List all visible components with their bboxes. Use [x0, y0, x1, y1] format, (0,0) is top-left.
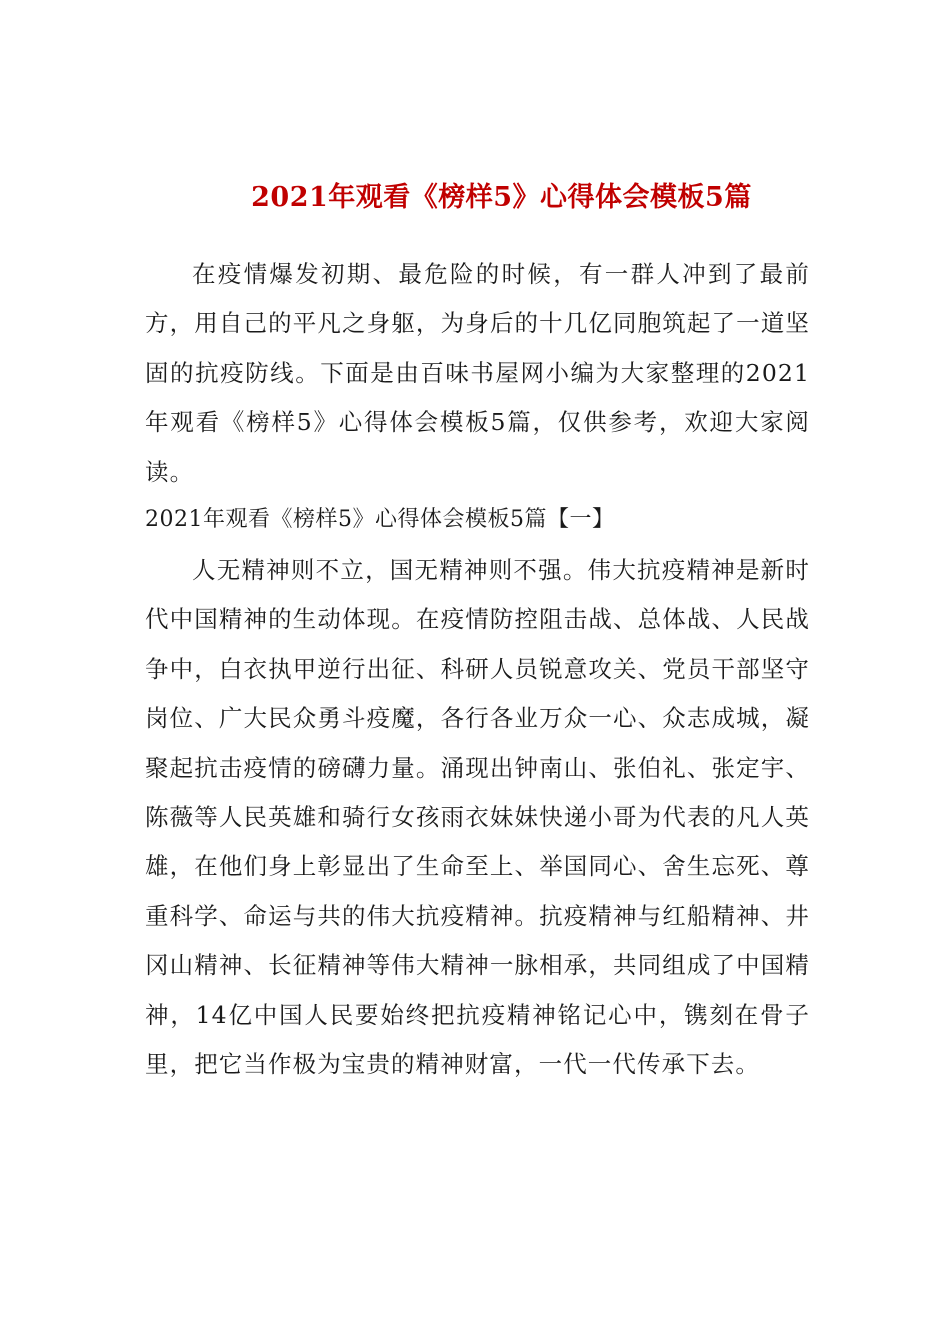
section-body-paragraph: 人无精神则不立，国无精神则不强。伟大抗疫精神是新时代中国精神的生动体现。在疫情防控阻击战、总体战、人民战争中，白衣执甲逆行出征、科研人员锐意攻关、党员干部坚守岗位、广大民众勇斗疫魔，各行各业万众一心、众志成城，凝聚起抗击疫情的磅礴力量。涌现出钟南山、张伯礼、张定宇、陈薇等人民英雄和骑行女孩雨衣妹妹快递小哥为代表的凡人英雄，在他们身上彰显出了生命至上、举国同心、舍生忘死、尊重科学、命运与共的伟大抗疫精神。抗疫精神与红船精神、井冈山精神、长征精神等伟大精神一脉相承，共同组成了中国精神，14亿中国人民要始终把抗疫精神铭记心中，镌刻在骨子里，把它当作极为宝贵的精神财富，一代一代传承下去。: [145, 556, 810, 1079]
page-title: 2021年观看《榜样5》心得体会模板5篇: [251, 182, 752, 213]
section-heading: 2021年观看《榜样5》心得体会模板5篇【一】: [145, 507, 615, 532]
intro-paragraph: 在疫情爆发初期、最危险的时候，有一群人冲到了最前方，用自己的平凡之身躯，为身后的十几亿同胞筑起了一道坚固的抗疫防线。下面是由百味书屋网小编为大家整理的2021年观看《榜样5》心得体会模板5篇，仅供参考，欢迎大家阅读。: [145, 260, 810, 486]
